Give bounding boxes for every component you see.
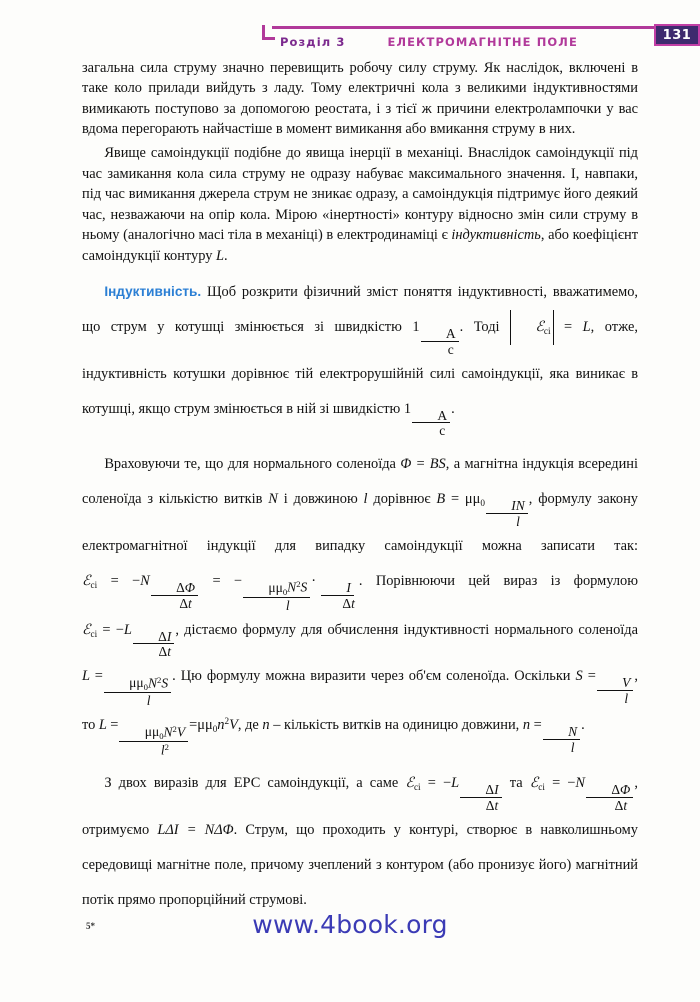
para5-text-i: , то (82, 668, 638, 734)
para5-text-c: і довжиною (283, 491, 358, 508)
para3-text-b: . Тоді (459, 318, 500, 335)
fraction-denominator: с (439, 423, 446, 439)
para5-text-g: , дістаємо формулу для обчислення індуктивності нормального соленоїда (175, 621, 638, 638)
paragraph-solenoid-derivation (82, 447, 638, 757)
para5-text-l: . (581, 717, 585, 734)
emf-subscript: сі (90, 628, 98, 639)
formula-emf-expanded: ℰ$_{сі}$ = −N $\frac{\Delta\Phi}{\Delta t}$ = − $\frac{\mu\mu_0N^2S}{l}$ · $\frac{I}{\Delta t}$ (82, 573, 359, 589)
fraction-denominator: с (447, 341, 454, 357)
emf-symbol: ℰ (535, 318, 544, 335)
delta-symbol: Δ (342, 595, 352, 611)
delta-symbol: Δ (485, 782, 495, 798)
watermark-url: www.4book.org (252, 910, 448, 939)
fraction-dI-over-dt-2: $\frac{\Delta I}{\Delta t}$ (460, 783, 502, 813)
phi-symbol: Φ (620, 782, 631, 798)
formula-S-equals-V-over-l: S = $\frac{V}{l}$ (576, 668, 635, 684)
emf-subscript: сі (543, 325, 551, 336)
header-chapter-label: Розділ 3 (280, 35, 346, 49)
var-l: l (363, 491, 368, 508)
emf-subscript: сі (538, 782, 545, 792)
mu-zero-subscript: 0 (212, 723, 218, 734)
delta-symbol: Δ (158, 628, 167, 644)
delta-symbol: Δ (611, 782, 621, 798)
para6-text-b: , отримуємо (82, 775, 638, 838)
delta-symbol: Δ (176, 579, 185, 595)
emf-subscript: сі (90, 579, 98, 590)
para6-text-a: З двох виразів для ЕРС самоіндукції, а саме (104, 775, 399, 792)
formula-L-volume: L = $\frac{\mu\mu_0N^2V}{l^2}$ $=\mu\mu_0n^2V$ (98, 716, 238, 758)
signature-mark: 5* (86, 921, 95, 931)
formula-emf-L-dIdt-2: ℰ$_{сі}$ = −L $\frac{\Delta I}{\Delta t}$ (405, 775, 502, 791)
para4-text-b: . (451, 400, 455, 417)
header-section-title: ЕЛЕКТРОМАГНІТНЕ ПОЛЕ (387, 35, 578, 49)
para2-italic-term: індуктивність (451, 227, 541, 244)
para4-text-a: , отже, індуктивність котушки дорівнює тій електрорушійній силі самоіндукції, яка виникає в котушці, якщо струм змінюється в ній зі швидкістю 1 (82, 318, 638, 417)
mu-symbol-2: μ (275, 579, 283, 595)
phi-symbol: Φ (184, 579, 196, 595)
para2-text-end: . (224, 247, 228, 264)
formula-L-solenoid: L = $\frac{\mu\mu_0N^2S}{l}$ (82, 668, 172, 684)
para5-text-j: , де (237, 717, 259, 734)
fraction-L-definition: $\frac{\mu\mu_0N^2S}{l}$ (104, 676, 171, 708)
fraction-dPhi-over-dt-2: $\frac{\Delta\Phi}{\Delta t}$ (586, 783, 633, 813)
mu-symbol-2: μ (472, 491, 481, 508)
emf-symbol: ℰ (82, 572, 91, 589)
emf-symbol: ℰ (529, 775, 539, 792)
para6-text-c: . Струм, що проходить у контурі, створює в навколишньому середовищі магнітне поле, причому зчеплений з контуром (або пронизує його) магнітний потік прямо пропорційний струмові. (82, 821, 638, 908)
formula-magnetic-induction: $B = \mu\mu_0$ $\frac{IN}{l}$ (436, 491, 528, 507)
mu-symbol: μ (197, 717, 205, 734)
para2-text-a: Явище самоіндукції подібне до явища інерції в механіці. Внаслідок самоіндукції під час замикання кола сила струму не одразу набуває максимального значення. І, навпаки, під час вимикання джерела струм не зникає одразу, а самоіндукція підтримує його деякий час, незважаючи на опір кола. Мірою «інертності» контуру відносно змін сили струму в ньому (аналогічно масі тіла в механіці) в електродинаміці є (82, 145, 638, 244)
para6-conjunction: та (509, 775, 523, 792)
fraction-IN-over-l: $\frac{IN}{l}$ (486, 499, 528, 529)
fraction-amp-per-sec (421, 327, 459, 357)
formula-emf-L-dIdt: ℰ$_{сі}$ = −L $\frac{\Delta I}{\Delta t}$ (82, 622, 175, 638)
mu-symbol: μ (144, 724, 152, 740)
delta-symbol: Δ (179, 595, 189, 611)
delta-symbol: Δ (485, 798, 495, 814)
var-L: L (216, 247, 225, 264)
fraction-numerator: А (412, 409, 450, 424)
mu-symbol-2: μ (204, 717, 213, 734)
formula-n-equals-N-over-l: n = $\frac{N}{l}$ (523, 717, 581, 733)
mu-zero-subscript: 0 (480, 498, 485, 509)
mu-symbol: μ (464, 491, 473, 508)
paragraph-inductance-definition (82, 275, 638, 438)
para5-text-a: Враховуючи те, що для нормального соленоїда (104, 456, 396, 473)
lead-term-inductance: Індуктивність. (104, 283, 202, 299)
mu-zero-subscript: 0 (159, 730, 164, 741)
page-body (82, 58, 638, 919)
header-hook-decoration (262, 25, 275, 40)
paragraph-continuation: загальна сила струму значно перевищить робочу силу струму. Як наслідок, включені в таке коло прилади вийдуть з ладу. Тому електричні кола з великими індуктивностями вимикають поступово за допомогою реостата, і з тієї ж причини електролампочки у вас вдома перегорають найчастіше в момент вимикання або вмикання струму в них. (82, 60, 638, 138)
para5-text-f: . Порівнюючи цей вираз із формулою (358, 572, 638, 589)
mu-zero-subscript: 0 (282, 586, 288, 597)
para5-text-e: , формулу закону електромагнітної індукції для випадку самоіндукції можна записати так: (82, 491, 638, 555)
formula-flux: Φ = BS (400, 456, 446, 473)
para5-text-k: – кількість витків на одиницю довжини, (273, 717, 520, 734)
para5-text-h: . Цю формулу можна виразити через об'єм соленоїда. Оскільки (172, 668, 571, 685)
running-header (272, 26, 692, 52)
fraction-dPhi-over-dt: $\frac{\Delta\Phi}{\Delta t}$ (151, 581, 198, 611)
para5-text-d: дорівнює (373, 491, 431, 508)
formula-emf-N-dPhidt: ℰ$_{сі}$ = −N $\frac{\Delta\Phi}{\Delta t}$ (530, 775, 635, 791)
fraction-amp-per-sec-2 (412, 409, 450, 439)
fraction-V-over-l: $\frac{V}{l}$ (597, 676, 634, 706)
fraction-mu-N2S-over-l: $\frac{\mu\mu_0N^2S}{l}$ (243, 580, 310, 612)
fraction-I-over-dt: $\frac{I}{\Delta t}$ (317, 581, 358, 611)
fraction-dI-over-dt: $\frac{\Delta I}{\Delta t}$ (133, 630, 175, 660)
paragraph-self-induction (82, 143, 638, 266)
fraction-numerator: А (421, 327, 459, 342)
mu-zero-subscript: 0 (143, 682, 148, 693)
fraction-mu-N2V-over-l2: $\frac{\mu\mu_0N^2V}{l^2}$ (119, 725, 188, 758)
delta-symbol: Δ (158, 644, 168, 660)
page-number-badge: 131 (654, 24, 700, 46)
para2-text-b: , або коефіцієнт самоіндукції контуру (82, 227, 638, 264)
mu-symbol-2: μ (136, 675, 144, 691)
para5-text-b: , а магнітна індукція всередині соленоїда з кількістю витків (82, 456, 638, 508)
emf-subscript: сі (413, 782, 421, 792)
delta-symbol: Δ (614, 798, 624, 814)
para3-text-a: Щоб розкрити фізичний зміст поняття індуктивності, вважатимемо, що струм у котушці змінюється зі швидкістю 1 (82, 283, 638, 335)
mu-symbol: μ (268, 579, 276, 595)
var-n: n (262, 717, 270, 734)
formula-emf-equals-L: ℰ$_{сі}$ = L (510, 319, 591, 335)
header-rule (272, 26, 686, 29)
emf-symbol: ℰ (82, 621, 91, 638)
formula-LdI-equals-NdPhi: LΔI = NΔΦ (157, 821, 234, 838)
fraction-N-over-l: $\frac{N}{l}$ (543, 725, 580, 755)
paragraph-two-expressions (82, 766, 638, 917)
mu-symbol-2: μ (151, 724, 160, 740)
var-N: N (268, 491, 278, 508)
emf-symbol: ℰ (405, 775, 414, 792)
mu-symbol: μ (129, 675, 137, 691)
